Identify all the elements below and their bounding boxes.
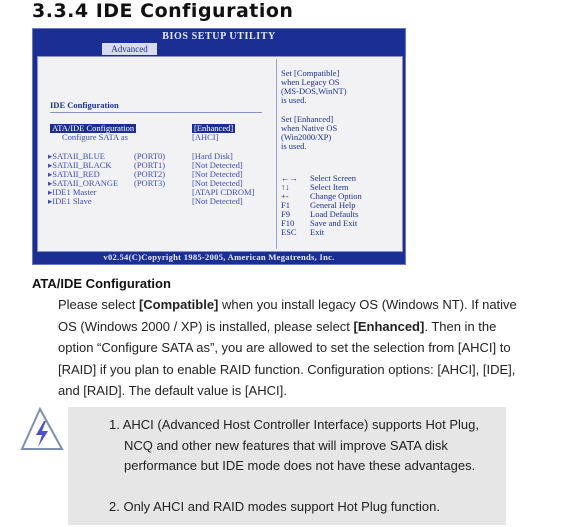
warning-lightning-icon: [18, 405, 66, 455]
key-select-screen-label: Select Screen: [310, 173, 357, 183]
help-line: is used.: [281, 95, 307, 105]
device-sataii-red[interactable]: ▸SATAII_RED: [48, 169, 100, 179]
setting-ata-ide-value[interactable]: [Enhanced]: [194, 123, 234, 133]
device-sataii-black[interactable]: ▸SATAII_BLACK: [48, 160, 112, 170]
key-select-item: ↑↓: [281, 182, 290, 192]
bios-column-divider: [276, 59, 277, 249]
help-line: when Legacy OS: [281, 77, 340, 87]
key-exit-label: Exit: [310, 227, 325, 237]
device-sataii-blue-value: [Hard Disk]: [192, 151, 233, 161]
device-sataii-orange[interactable]: ▸SATAII_ORANGE: [48, 178, 119, 188]
bios-panel: [37, 56, 403, 252]
help-line: (Win2000/XP): [281, 132, 332, 142]
tab-advanced[interactable]: Advanced: [102, 43, 157, 55]
bios-window-title: BIOS SETUP UTILITY: [162, 31, 276, 42]
device-ide1-slave[interactable]: ▸IDE1 Slave: [48, 196, 92, 206]
setting-configure-sata-value[interactable]: [AHCI]: [192, 132, 219, 142]
help-line: Set [Compatible]: [281, 68, 340, 78]
key-select-screen: ←→: [281, 173, 298, 183]
device-ide1-master[interactable]: ▸IDE1 Master: [48, 187, 97, 197]
key-general-help-label: General Help: [310, 200, 356, 210]
device-sataii-black-port: (PORT1): [134, 160, 166, 170]
setting-ata-ide-configuration[interactable]: ATA/IDE Configuration: [52, 123, 135, 133]
key-save-exit: F10: [281, 218, 295, 228]
key-change-option: +-: [281, 191, 289, 201]
key-load-defaults-label: Load Defaults: [310, 209, 359, 219]
device-ide1-master-value: [ATAPI CDROM]: [192, 187, 255, 197]
device-sataii-blue-port: (PORT0): [134, 151, 166, 161]
help-line: Set [Enhanced]: [281, 114, 334, 124]
help-line: when Native OS: [281, 123, 338, 133]
key-change-option-label: Change Option: [310, 191, 362, 201]
subheading: ATA/IDE Configuration: [32, 276, 171, 291]
device-sataii-orange-value: [Not Detected]: [192, 178, 243, 188]
device-sataii-black-value: [Not Detected]: [192, 160, 243, 170]
key-save-exit-label: Save and Exit: [310, 218, 358, 228]
bios-screenshot: [32, 28, 406, 265]
help-line: is used.: [281, 141, 307, 151]
device-ide1-slave-value: [Not Detected]: [192, 196, 243, 206]
description-paragraph: Please select [Compatible] when you install legacy OS (Windows NT). If native OS (Windows 2000 / XP) is installed, please select [Enhanced]. Then in the option “Configure SATA as”, you are allowed to set the selection from [AHCI] to [RAID] if you plan to enable RAID function. Configuration options: [AHCI], [IDE], and [RAID]. The default value is [AHCI].: [58, 297, 517, 398]
device-sataii-blue[interactable]: ▸SATAII_BLUE: [48, 151, 105, 161]
note-item-1: 1. AHCI (Advanced Host Controller Interface) supports Hot Plug, NCQ and other new features that will improve SATA disk performance but IDE mode does not have these advantages.: [109, 417, 479, 473]
key-select-item-label: Select Item: [310, 182, 349, 192]
bios-footer-copyright: v02.54(C)Copyright 1985-2005, American Megatrends, Inc.: [103, 252, 335, 262]
key-general-help: F1: [281, 200, 290, 210]
device-sataii-orange-port: (PORT3): [134, 178, 166, 188]
device-sataii-red-value: [Not Detected]: [192, 169, 243, 179]
key-load-defaults: F9: [281, 209, 290, 219]
bios-divider: [50, 112, 262, 113]
bios-panel-title: IDE Configuration: [50, 100, 119, 110]
help-line: (MS-DOS,WinNT): [281, 86, 347, 96]
setting-configure-sata[interactable]: Configure SATA as: [62, 132, 128, 142]
note-item-2: 2. Only AHCI and RAID modes support Hot Plug function.: [109, 499, 440, 514]
key-exit: ESC: [281, 227, 297, 237]
device-sataii-red-port: (PORT2): [134, 169, 166, 179]
section-heading: 3.3.4 IDE Configuration: [32, 0, 294, 22]
